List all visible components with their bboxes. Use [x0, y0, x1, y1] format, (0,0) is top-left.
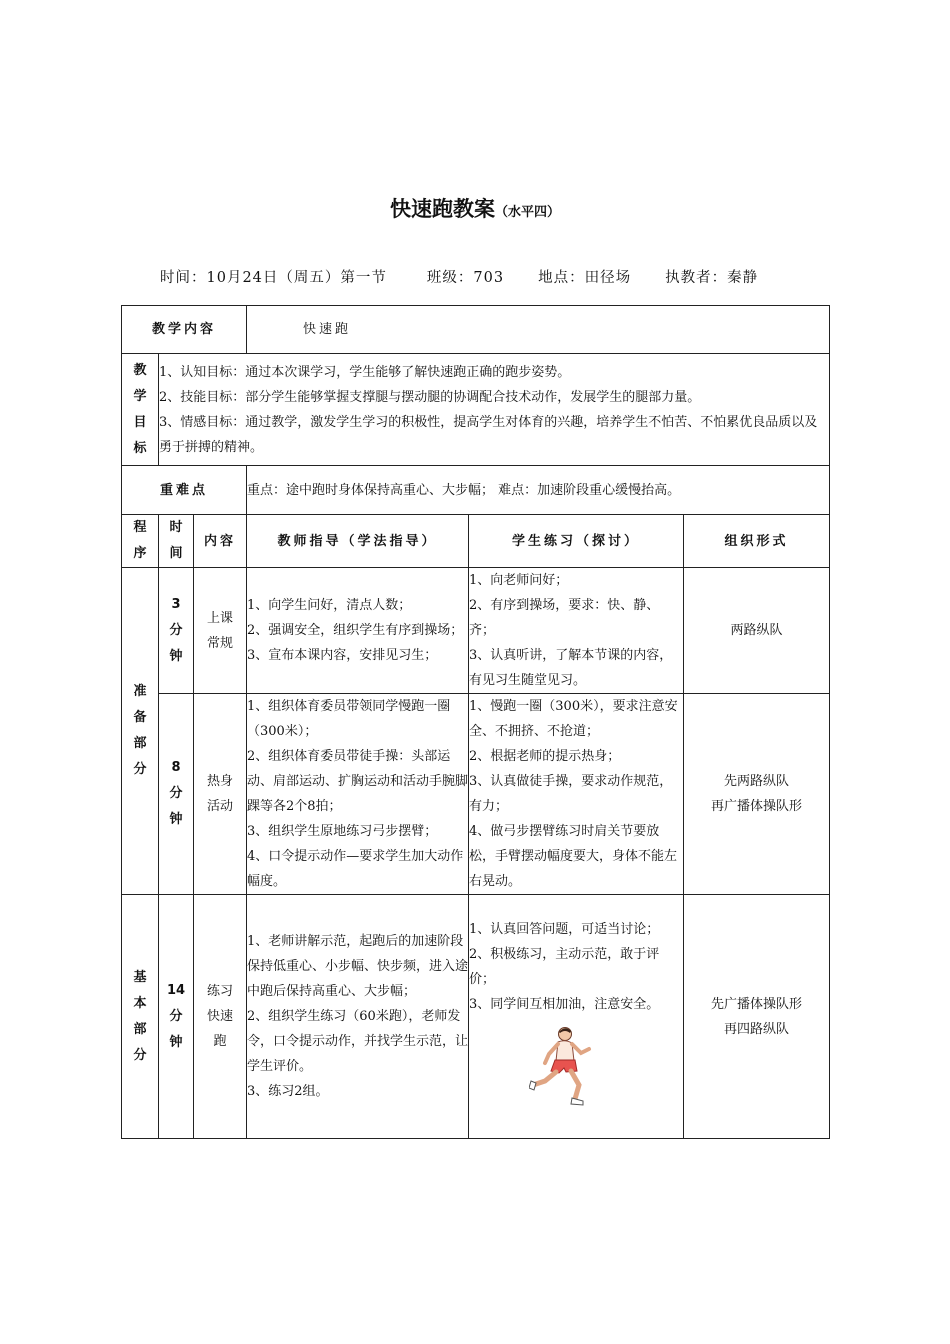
goals-list — [159, 354, 830, 466]
row-organization: 先广播体操队形 再四路纵队 — [684, 895, 830, 1139]
difficulty-label: 重难点 — [122, 466, 247, 515]
meta-teacher: 执教者：秦静 — [665, 270, 759, 286]
row-teacher-guidance: 1、向学生问好，清点人数； 2、强调安全，组织学生有序到操场； 3、宣布本课内容，安排见习生； — [247, 568, 469, 694]
row-organization: 先两路纵队 再广播体操队形 — [684, 694, 830, 895]
row-student-practice: 1、向老师问好； 2、有序到操场，要求：快、静、齐； 3、认真听讲，了解本节课的内容，有见习生随堂见习。 — [469, 568, 684, 694]
row-organization: 两路纵队 — [684, 568, 830, 694]
row-time: 3 分 钟 — [159, 568, 194, 694]
meta-place: 地点：田径场 — [538, 270, 632, 286]
row-student-practice: 1、认真回答问题，可适当讨论； 2、积极练习，主动示范，敢于评价； 3、同学间互相加油，注意安全。 — [469, 895, 684, 1139]
row-content: 练习 快速 跑 — [194, 895, 247, 1139]
stage-prep: 准 备 部 分 — [122, 568, 159, 895]
table-row — [122, 694, 830, 895]
stage-basic: 基 本 部 分 — [122, 895, 159, 1139]
row-content: 上课 常规 — [194, 568, 247, 694]
goals-row — [122, 354, 830, 466]
document-title — [0, 193, 950, 223]
goals-label: 教 学 目 标 — [122, 354, 159, 466]
lesson-meta — [160, 266, 758, 287]
header-row — [122, 515, 830, 568]
goal-item: 2、技能目标：部分学生能够掌握支撑腿与摆动腿的协调配合技术动作，发展学生的腿部力量。 — [159, 389, 701, 405]
header-org: 组织形式 — [684, 515, 830, 568]
difficulty-value: 重点：途中跑时身体保持高重心、大步幅； 难点：加速阶段重心缓慢抬高。 — [247, 466, 830, 515]
header-time: 时 间 — [159, 515, 194, 568]
row-content: 热身 活动 — [194, 694, 247, 895]
header-content: 内容 — [194, 515, 247, 568]
row-student-practice: 1、慢跑一圈（300米），要求注意安全、不拥挤、不抢道； 2、根据老师的提示热身； 3、认真做徒手操，要求动作规范，有力； 4、做弓步摆臂练习时肩关节要放松，手臂摆动幅度要大，身体不能左右晃动。 — [469, 694, 684, 895]
difficulty-row — [122, 466, 830, 515]
content-value: 快速跑 — [247, 306, 830, 354]
title-main: 快速跑教案 — [389, 197, 495, 221]
table-row — [122, 568, 830, 694]
goal-item: 3、情感目标：通过教学，激发学生学习的积极性，提高学生对体育的兴趣，培养学生不怕苦、不怕累优良品质以及勇于拼搏的精神。 — [159, 414, 818, 455]
meta-time: 时间：10月24日（周五）第一节 — [160, 270, 387, 286]
content-row — [122, 306, 830, 354]
row-time: 8 分 钟 — [159, 694, 194, 895]
header-teacher: 教师指导（学法指导） — [247, 515, 469, 568]
title-sub: （水平四） — [494, 205, 560, 220]
goal-item: 1、认知目标：通过本次课学习，学生能够了解快速跑正确的跑步姿势。 — [159, 364, 571, 380]
lesson-plan-table — [121, 305, 830, 1139]
meta-class: 班级：703 — [426, 270, 505, 286]
row-teacher-guidance: 1、老师讲解示范，起跑后的加速阶段保持低重心、小步幅、快步频，进入途中跑后保持高重心、大步幅； 2、组织学生练习（60米跑），老师发令，口令提示动作，并找学生示范，让学生评价。 3、练习2组。 — [247, 895, 469, 1139]
header-student: 学生练习（探讨） — [469, 515, 684, 568]
row-time: 14 分 钟 — [159, 895, 194, 1139]
header-stage: 程 序 — [122, 515, 159, 568]
runner-icon — [529, 1025, 683, 1122]
content-label: 教学内容 — [122, 306, 247, 354]
row-teacher-guidance: 1、组织体育委员带领同学慢跑一圈（300米）； 2、组织体育委员带徒手操：头部运动、肩部运动、扩胸运动和活动手腕脚踝等各2个8拍； 3、组织学生原地练习弓步摆臂； 4、口令提示动作—要求学生加大动作幅度。 — [247, 694, 469, 895]
table-row — [122, 895, 830, 1139]
